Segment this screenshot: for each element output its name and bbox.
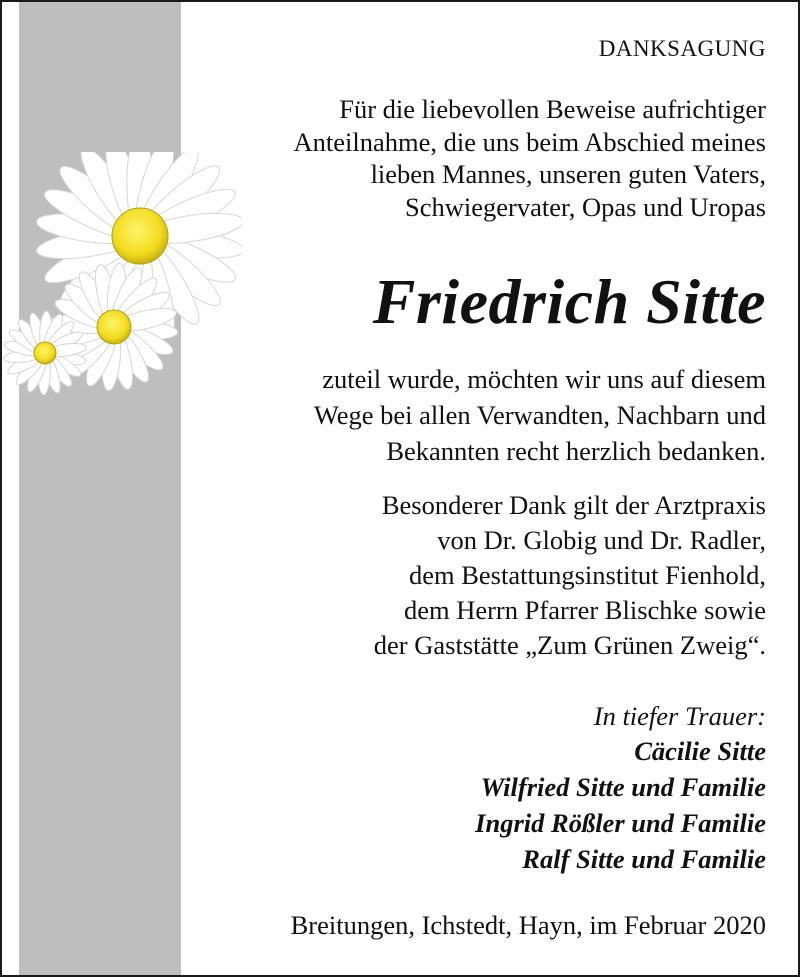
thanks-line: Wege bei allen Verwandten, Nachbarn und: [313, 400, 766, 430]
side-band: [19, 2, 181, 975]
intro-line: Schwiegervater, Opas und Uropas: [405, 191, 766, 222]
heading: DANKSAGUNG: [598, 36, 766, 61]
daisy-center: [34, 342, 56, 364]
mourner-name: Ralf Sitte und Familie: [522, 844, 766, 874]
special-thanks-line: Besonderer Dank gilt der Arztpraxis: [381, 490, 766, 520]
thanks-text: [314, 361, 766, 469]
thanks-line: Bekannten recht herzlich bedanken.: [386, 436, 766, 466]
daisy-center: [112, 208, 168, 264]
intro-line: Für die liebevollen Beweise aufrichtiger: [339, 94, 766, 124]
special-thanks: [374, 488, 766, 663]
mourner-name: Cäcilie Sitte: [634, 736, 766, 766]
signature-intro: In tiefer Trauer:: [593, 701, 766, 731]
special-thanks-line: der Gaststätte „Zum Grünen Zweig“.: [373, 630, 766, 660]
intro-line: Anteilnahme, die uns beim Abschied meines: [293, 126, 766, 157]
daisy-flowers-icon: [2, 152, 242, 402]
mourner-name: Ingrid Rößler und Familie: [475, 808, 766, 838]
intro-line: lieben Mannes, unseren guten Vaters,: [370, 159, 766, 189]
thanks-line: zuteil wurde, möchten wir uns auf diesem: [322, 364, 766, 394]
mourner-name: Wilfried Sitte und Familie: [480, 772, 766, 802]
daisy-center: [97, 310, 131, 344]
mourners-list: [475, 733, 766, 877]
place-date: Breitungen, Ichstedt, Hayn, im Februar 2020: [290, 910, 766, 940]
special-thanks-line: dem Herrn Pfarrer Blischke sowie: [403, 595, 766, 625]
intro-text: [294, 93, 766, 223]
special-thanks-line: von Dr. Globig und Dr. Radler,: [437, 525, 766, 555]
special-thanks-line: dem Bestattungsinstitut Fienhold,: [408, 560, 766, 590]
deceased-name: Friedrich Sitte: [372, 266, 766, 337]
